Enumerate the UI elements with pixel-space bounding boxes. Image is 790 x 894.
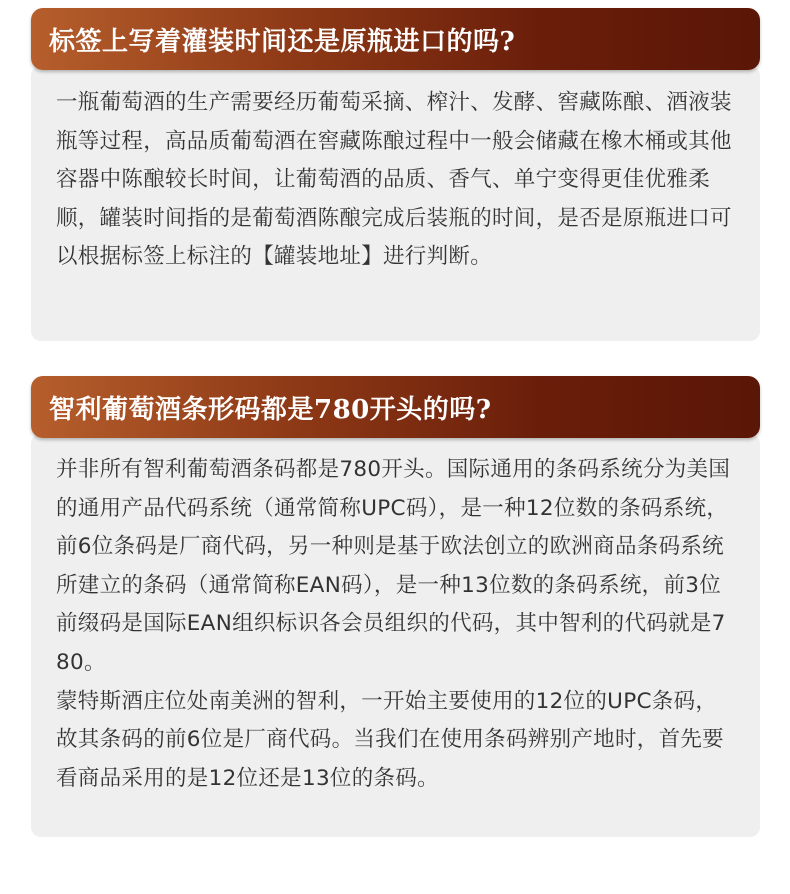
answer-card <box>31 434 760 837</box>
answer-paragraph: 一瓶葡萄酒的生产需要经历葡萄采摘、榨汁、发酵、窖藏陈酿、酒液装瓶等过程，高品质葡萄酒在窖藏陈酿过程中一般会储藏在橡木桶或其他容器中陈酿较长时间，让葡萄酒的品质、香气、单宁变得更佳优雅柔顺，罐装时间指的是葡萄酒陈酿完成后装瓶的时间，是否是原瓶进口可以根据标签上标注的【罐装地址】进行判断。 <box>56 90 732 270</box>
section-header <box>31 376 760 438</box>
faq-section-label-bottling <box>31 8 760 341</box>
answer-paragraph: 并非所有智利葡萄酒条码都是780开头。国际通用的条码系统分为美国的通用产品代码系统（通常简称UPC码），是一种12位数的条码系统，前6位条码是厂商代码，另一种则是基于欧法创立的欧洲商品条码系统所建立的条码（通常简称EAN码），是一种13位数的条码系统，前3位前缀码是国际EAN组织标识各会员组织的代码，其中智利的代码就是780。 <box>56 457 731 675</box>
faq-section-barcode <box>31 376 760 837</box>
section-title: 智利葡萄酒条形码都是780开头的吗? <box>49 394 492 425</box>
answer-paragraph: 蒙特斯酒庄位处南美洲的智利，一开始主要使用的12位的UPC条码，故其条码的前6位是厂商代码。当我们在使用条码辨别产地时，首先要看商品采用的是12位还是13位的条码。 <box>56 688 724 791</box>
answer-card <box>31 66 760 341</box>
section-title: 标签上写着灌装时间还是原瓶进口的吗? <box>49 26 516 57</box>
section-header <box>31 8 760 70</box>
